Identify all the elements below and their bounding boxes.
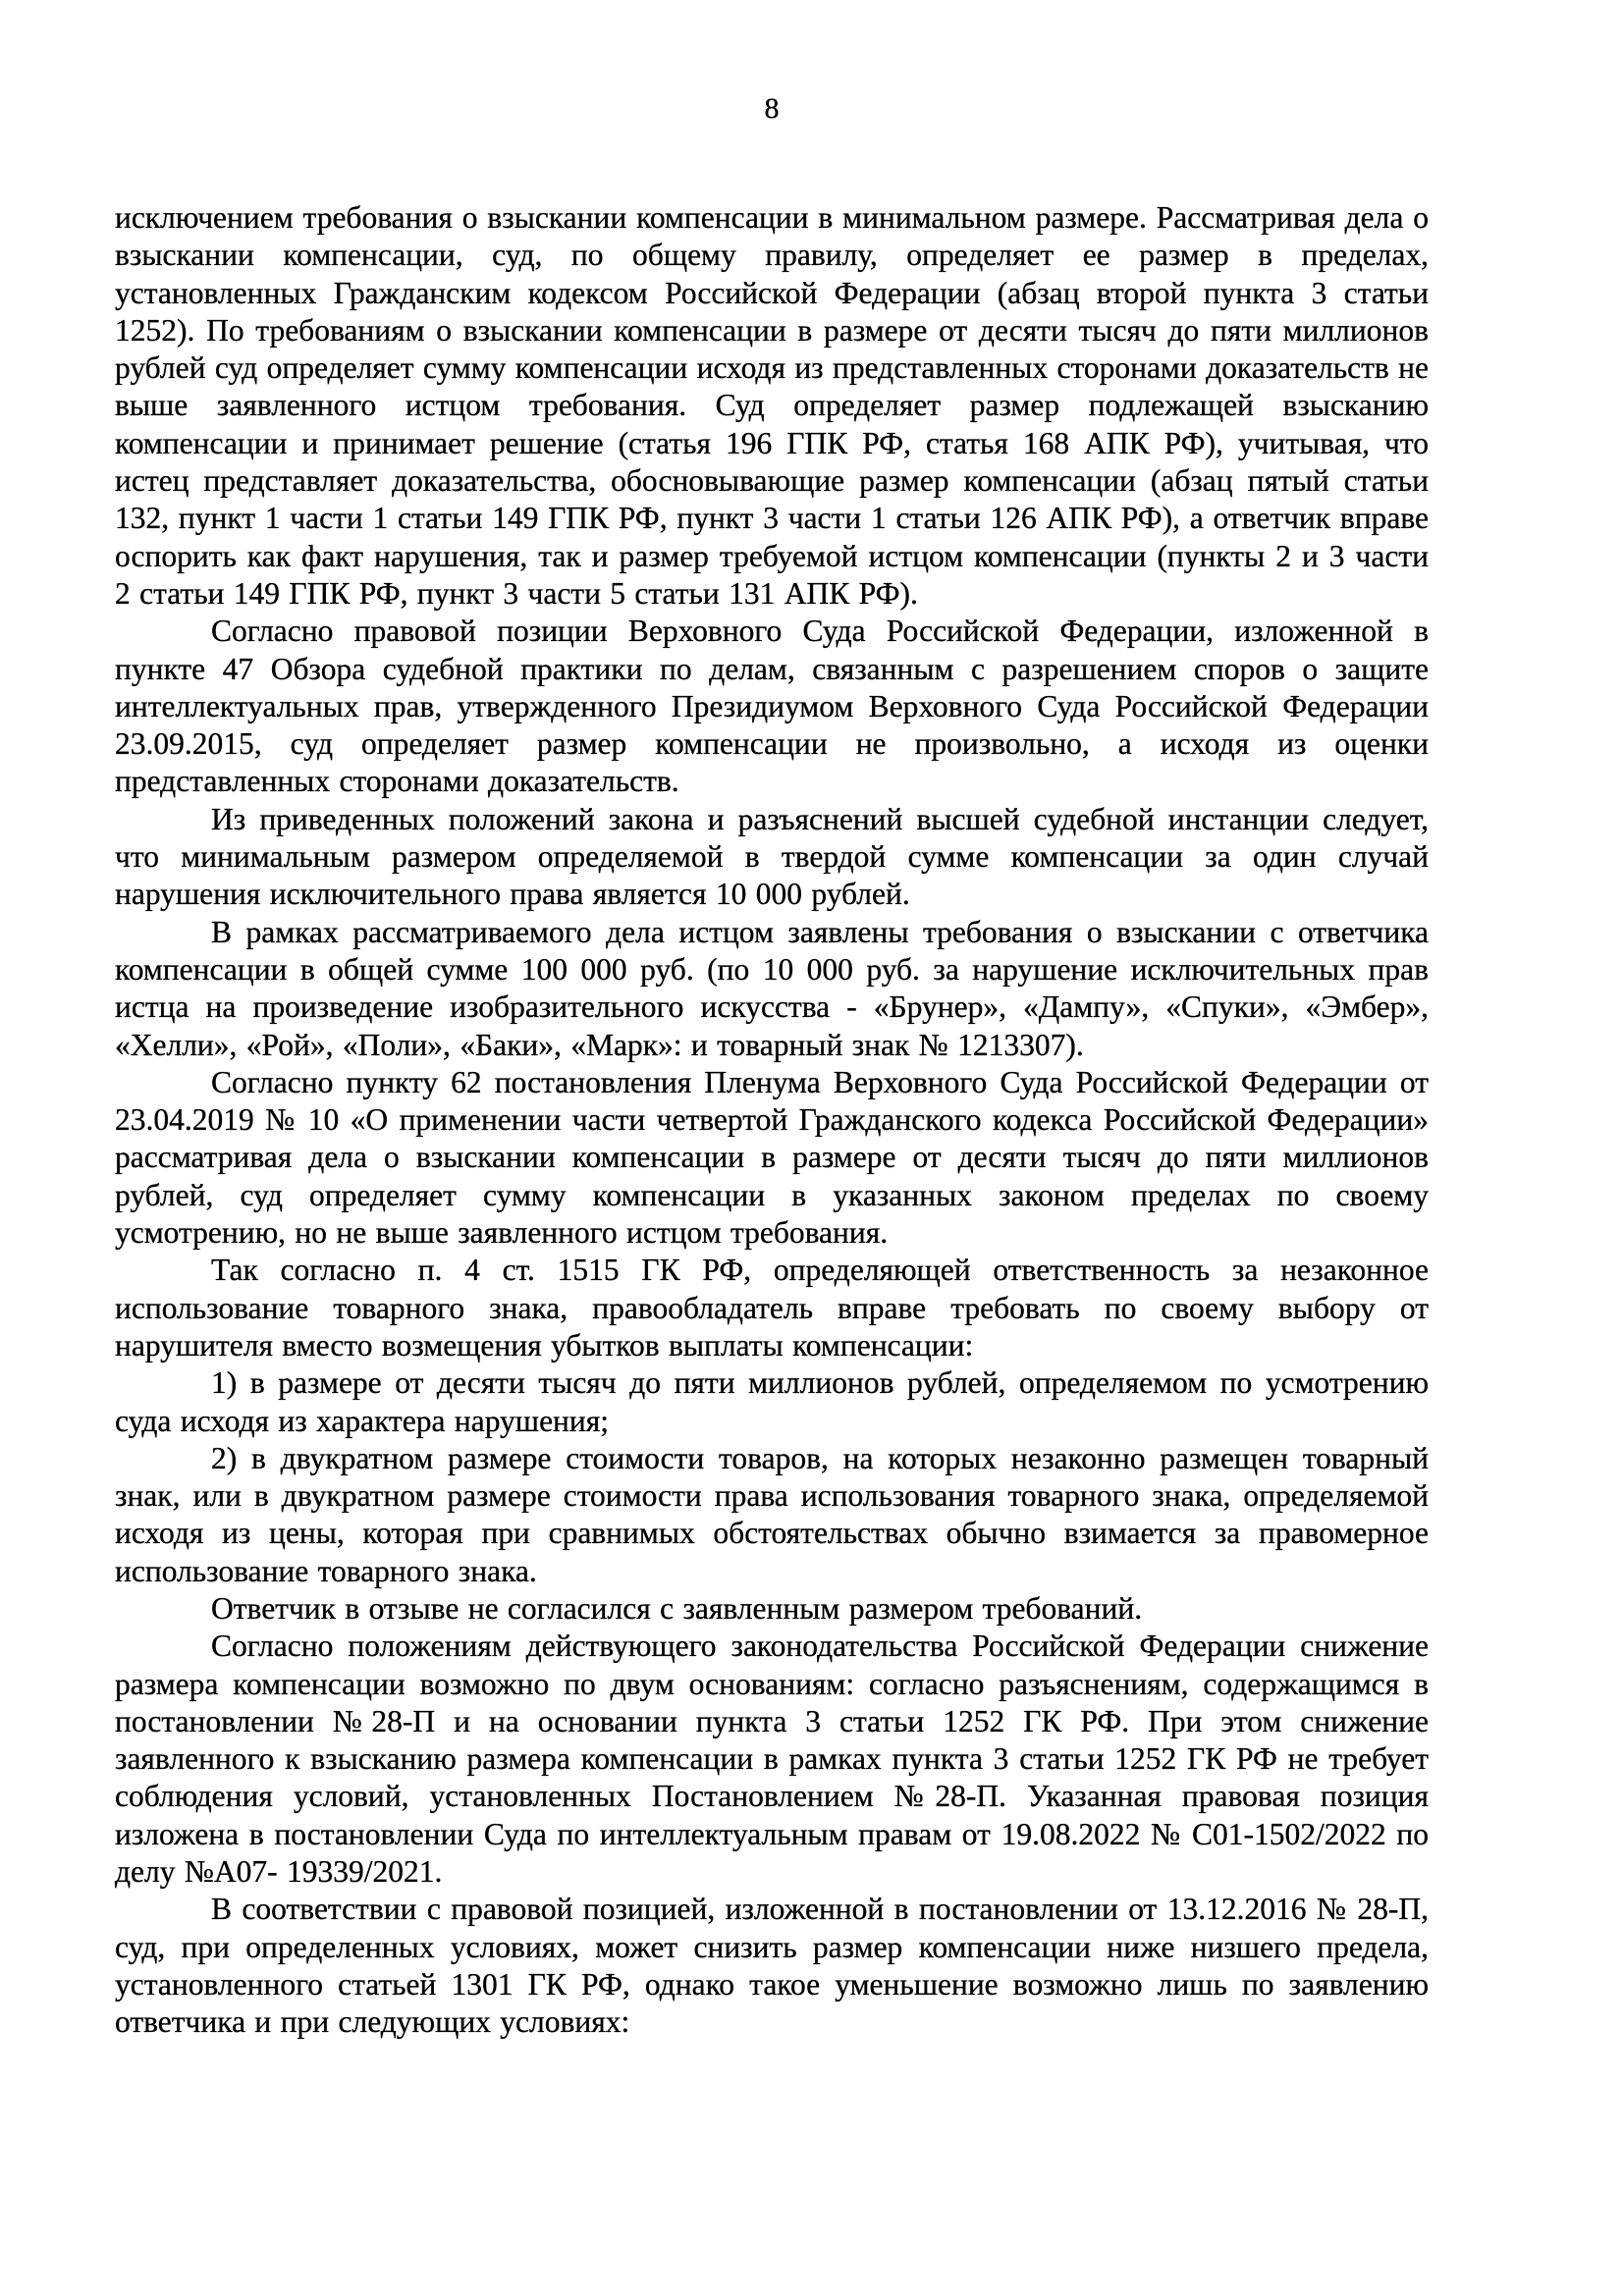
paragraph-list-item-1: 1) в размере от десяти тысяч до пяти миллионов рублей, определяемом по усмотрению суда исходя из характера нарушения;	[115, 1365, 1429, 1438]
paragraph-supreme-court-position: Согласно правовой позиции Верховного Суда Российской Федерации, изложенной в пункте 47 Обзора судебной практики по делам, связанным с разрешением споров о защите интеллектуальных прав, утвержденного Президиумом Верховного Суда Российской Федерации 23.09.2015, суд определяет размер компенсации не произвольно, а исходя из оценки представленных сторонами доказательств.	[115, 614, 1429, 799]
document-body	[115, 199, 1429, 2042]
paragraph-minimum-amount: Из приведенных положений закона и разъяснений высшей судебной инстанции следует, что минимальным размером определяемой в твердой сумме компенсации за один случай нарушения исключительного права является 10 000 рублей.	[115, 801, 1429, 912]
paragraph-plenum-62: Согласно пункту 62 постановления Пленума Верховного Суда Российской Федерации от 23.04.2019 № 10 «О применении части четвертой Гражданского кодекса Российской Федерации» рассматривая дела о взыскании компенсации в размере от десяти тысяч до пяти миллионов рублей, суд определяет сумму компенсации в указанных законом пределах по своему усмотрению, но не выше заявленного истцом требования.	[115, 1064, 1429, 1251]
paragraph-reduction-grounds: Согласно положениям действующего законодательства Российской Федерации снижение размера компенсации возможно по двум основаниям: согласно разъяснениям, содержащимся в постановлении №28-П и на основании пункта 3 статьи 1252 ГК РФ. При этом снижение заявленного к взысканию размера компенсации в рамках пункта 3 статьи 1252 ГК РФ не требует соблюдения условий, установленных Постановлением №28-П. Указанная правовая позиция изложена в постановлении Суда по интеллектуальным правам от 19.08.2022 № С01-1502/2022 по делу №А07- 19339/2021.	[115, 1629, 1429, 1890]
paragraph-article-1515: Так согласно п. 4 ст. 1515 ГК РФ, определяющей ответственность за незаконное использование товарного знака, правообладатель вправе требовать по своему выбору от нарушителя вместо возмещения убытков выплаты компенсации:	[115, 1253, 1429, 1362]
paragraph-ruling-28p: В соответствии с правовой позицией, изложенной в постановлении от 13.12.2016 № 28-П, суд, при определенных условиях, может снизить размер компенсации ниже низшего предела, установленного статьей 1301 ГК РФ, однако такое уменьшение возможно лишь по заявлению ответчика и при следующих условиях:	[115, 1892, 1429, 2040]
paragraph-defendant-objection: Ответчик в отзыве не согласился с заявленным размером требований.	[211, 1590, 1143, 1626]
paragraph-claim-amount: В рамках рассматриваемого дела истцом заявлены требования о взыскании с ответчика компенсации в общей сумме 100 000 руб. (по 10 000 руб. за нарушение исключительных прав истца на произведение изобразительного искусства - «Брунер», «Дампу», «Спуки», «Эмбер», «Хелли», «Рой», «Поли», «Баки», «Марк»: и товарный знак № 1213307).	[115, 914, 1429, 1062]
paragraph-continuation: исключением требования о взыскании компенсации в минимальном размере. Рассматривая дела о взыскании компенсации, суд, по общему правилу, определяет ее размер в пределах, установленных Гражданским кодексом Российской Федерации (абзац второй пункта 3 статьи 1252). По требованиям о взыскании компенсации в размере от десяти тысяч до пяти миллионов рублей суд определяет сумму компенсации исходя из представленных сторонами доказательств не выше заявленного истцом требования. Суд определяет размер подлежащей взысканию компенсации и принимает решение (статья 196 ГПК РФ, статья 168 АПК РФ), учитывая, что истец представляет доказательства, обосновывающие размер компенсации (абзац пятый статьи 132, пункт 1 части 1 статьи 149 ГПК РФ, пункт 3 части 1 статьи 126 АПК РФ), а ответчик вправе оспорить как факт нарушения, так и размер требуемой истцом компенсации (пункты 2 и 3 части 2 статьи 149 ГПК РФ, пункт 3 части 5 статьи 131 АПК РФ).	[115, 200, 1429, 611]
paragraph-list-item-2: 2) в двукратном размере стоимости товаров, на которых незаконно размещен товарный знак, или в двукратном размере стоимости права использования товарного знака, определяемой исходя из цены, которая при сравнимых обстоятельствах обычно взимается за правомерное использование товарного знака.	[115, 1440, 1429, 1588]
page-number: 8	[764, 92, 780, 125]
